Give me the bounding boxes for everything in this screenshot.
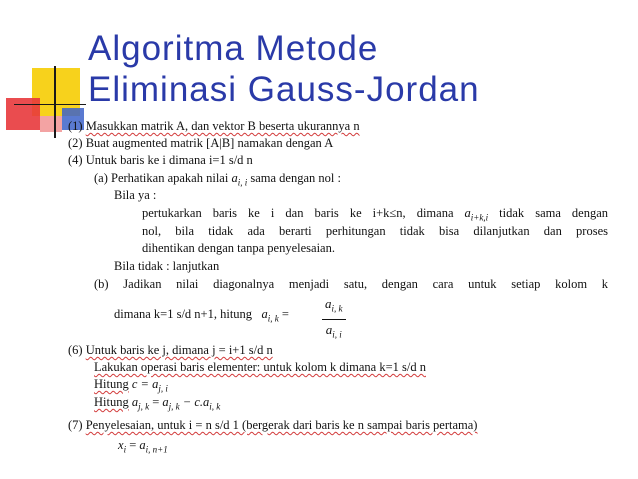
step-1: [68, 119, 360, 134]
step-6-number: (6): [68, 343, 83, 357]
formula-denominator: $a_{i, i}$: [325, 321, 342, 340]
deco-red-square: [6, 98, 40, 130]
step-4a-var: a: [231, 171, 238, 185]
swap-line-1-after: tidak sama dengan: [499, 206, 609, 220]
title-line-2: Eliminasi Gauss-Jordan: [88, 70, 480, 109]
formula-lhs-var: a: [261, 307, 268, 321]
step-6-hitung-c: [94, 377, 168, 397]
step-4a-sub: i, i: [237, 177, 248, 188]
deco-vertical-line: [54, 66, 56, 138]
formula-numerator: $a_{i, k}$: [322, 296, 346, 320]
hitung-a-v2: a: [162, 395, 169, 409]
step-4b-line-2-text: dimana k=1 s/d n+1, hitung: [114, 307, 253, 321]
hitung-a-s2: j, k: [168, 401, 180, 412]
hitung-a-s3: i, k: [209, 401, 221, 412]
swap-var: a: [464, 206, 471, 220]
hitung-a-eq: =: [152, 395, 160, 409]
step-7: [68, 418, 477, 433]
swap-line-1-before: pertukarkan baris ke i dan baris ke i+k≤n, dimana: [142, 206, 454, 220]
formula-lhs-sub: i, k: [267, 313, 279, 324]
step-7-number: (7): [68, 418, 83, 432]
step-4-number: (4): [68, 153, 83, 167]
step-4b-line-2: [114, 307, 289, 327]
swap-line-2: nol, bila tidak ada berarti perhitungan tidak bisa dilanjutkan dan proses: [142, 224, 608, 238]
step-4a-before: Perhatikan apakah nilai: [111, 171, 229, 185]
step-7-formula: [118, 438, 168, 458]
step-2-number: (2): [68, 136, 83, 150]
hitung-a-v1: a: [131, 395, 139, 409]
bila-tidak: Bila tidak : lanjutkan: [114, 259, 220, 273]
step-6-operation: Lakukan operasi baris elementer: untuk kolom k dimana k=1 s/d n: [94, 360, 426, 374]
hitung-c-sub: j, i: [158, 383, 168, 394]
deco-pink-square: [40, 116, 62, 132]
swap-sub: i+k,i: [470, 212, 489, 223]
x-rhs: a: [139, 438, 146, 452]
step-2-text: Buat augmented matrik [A|B] namakan dengan A: [85, 136, 334, 150]
step-6: [68, 343, 273, 358]
deco-horizontal-line: [14, 104, 86, 105]
step-1-number: (1): [68, 119, 83, 133]
title-line-1: Algoritma Metode: [88, 29, 379, 68]
x-var: x: [118, 438, 124, 452]
step-4a-label: (a): [94, 171, 108, 185]
hitung-c-word: Hitung: [94, 377, 129, 391]
step-7-text: Penyelesaian, untuk i = n s/d 1 (bergerak dari baris ke n sampai baris pertama): [85, 418, 478, 432]
swap-line-3: dihentikan dengan tanpa penyelesaian.: [142, 241, 335, 255]
step-4-text: Untuk baris ke i dimana i=1 s/d n: [85, 153, 253, 167]
hitung-a-s1: j, k: [138, 401, 150, 412]
step-4a-after: sama dengan nol :: [250, 171, 341, 185]
step-4b-label: (b): [94, 277, 109, 291]
step-6-hitung-a: [94, 395, 220, 415]
hitung-a-word: Hitung: [94, 395, 129, 409]
slide-title: [88, 28, 480, 110]
step-4: [68, 153, 253, 168]
formula-fraction: [322, 296, 346, 342]
step-1-text: Masukkan matrik A, dan vektor B beserta ukurannya n: [85, 119, 360, 133]
step-2: [68, 136, 333, 151]
x-rhs-sub: i, n+1: [145, 444, 168, 455]
bila-ya: Bila ya :: [114, 188, 157, 202]
step-4b-text: Jadikan nilai diagonalnya menjadi satu, dengan cara untuk setiap kolom k: [123, 277, 608, 291]
step-4b-line-1: [94, 276, 608, 293]
hitung-a-mid: − c.a: [182, 395, 210, 409]
step-6-text: Untuk baris ke j, dimana j = i+1 s/d n: [85, 343, 273, 357]
formula-equals: =: [281, 307, 289, 321]
hitung-c-expr: c = a: [131, 377, 159, 391]
x-eq: =: [129, 438, 137, 452]
x-sub: i: [123, 444, 127, 455]
